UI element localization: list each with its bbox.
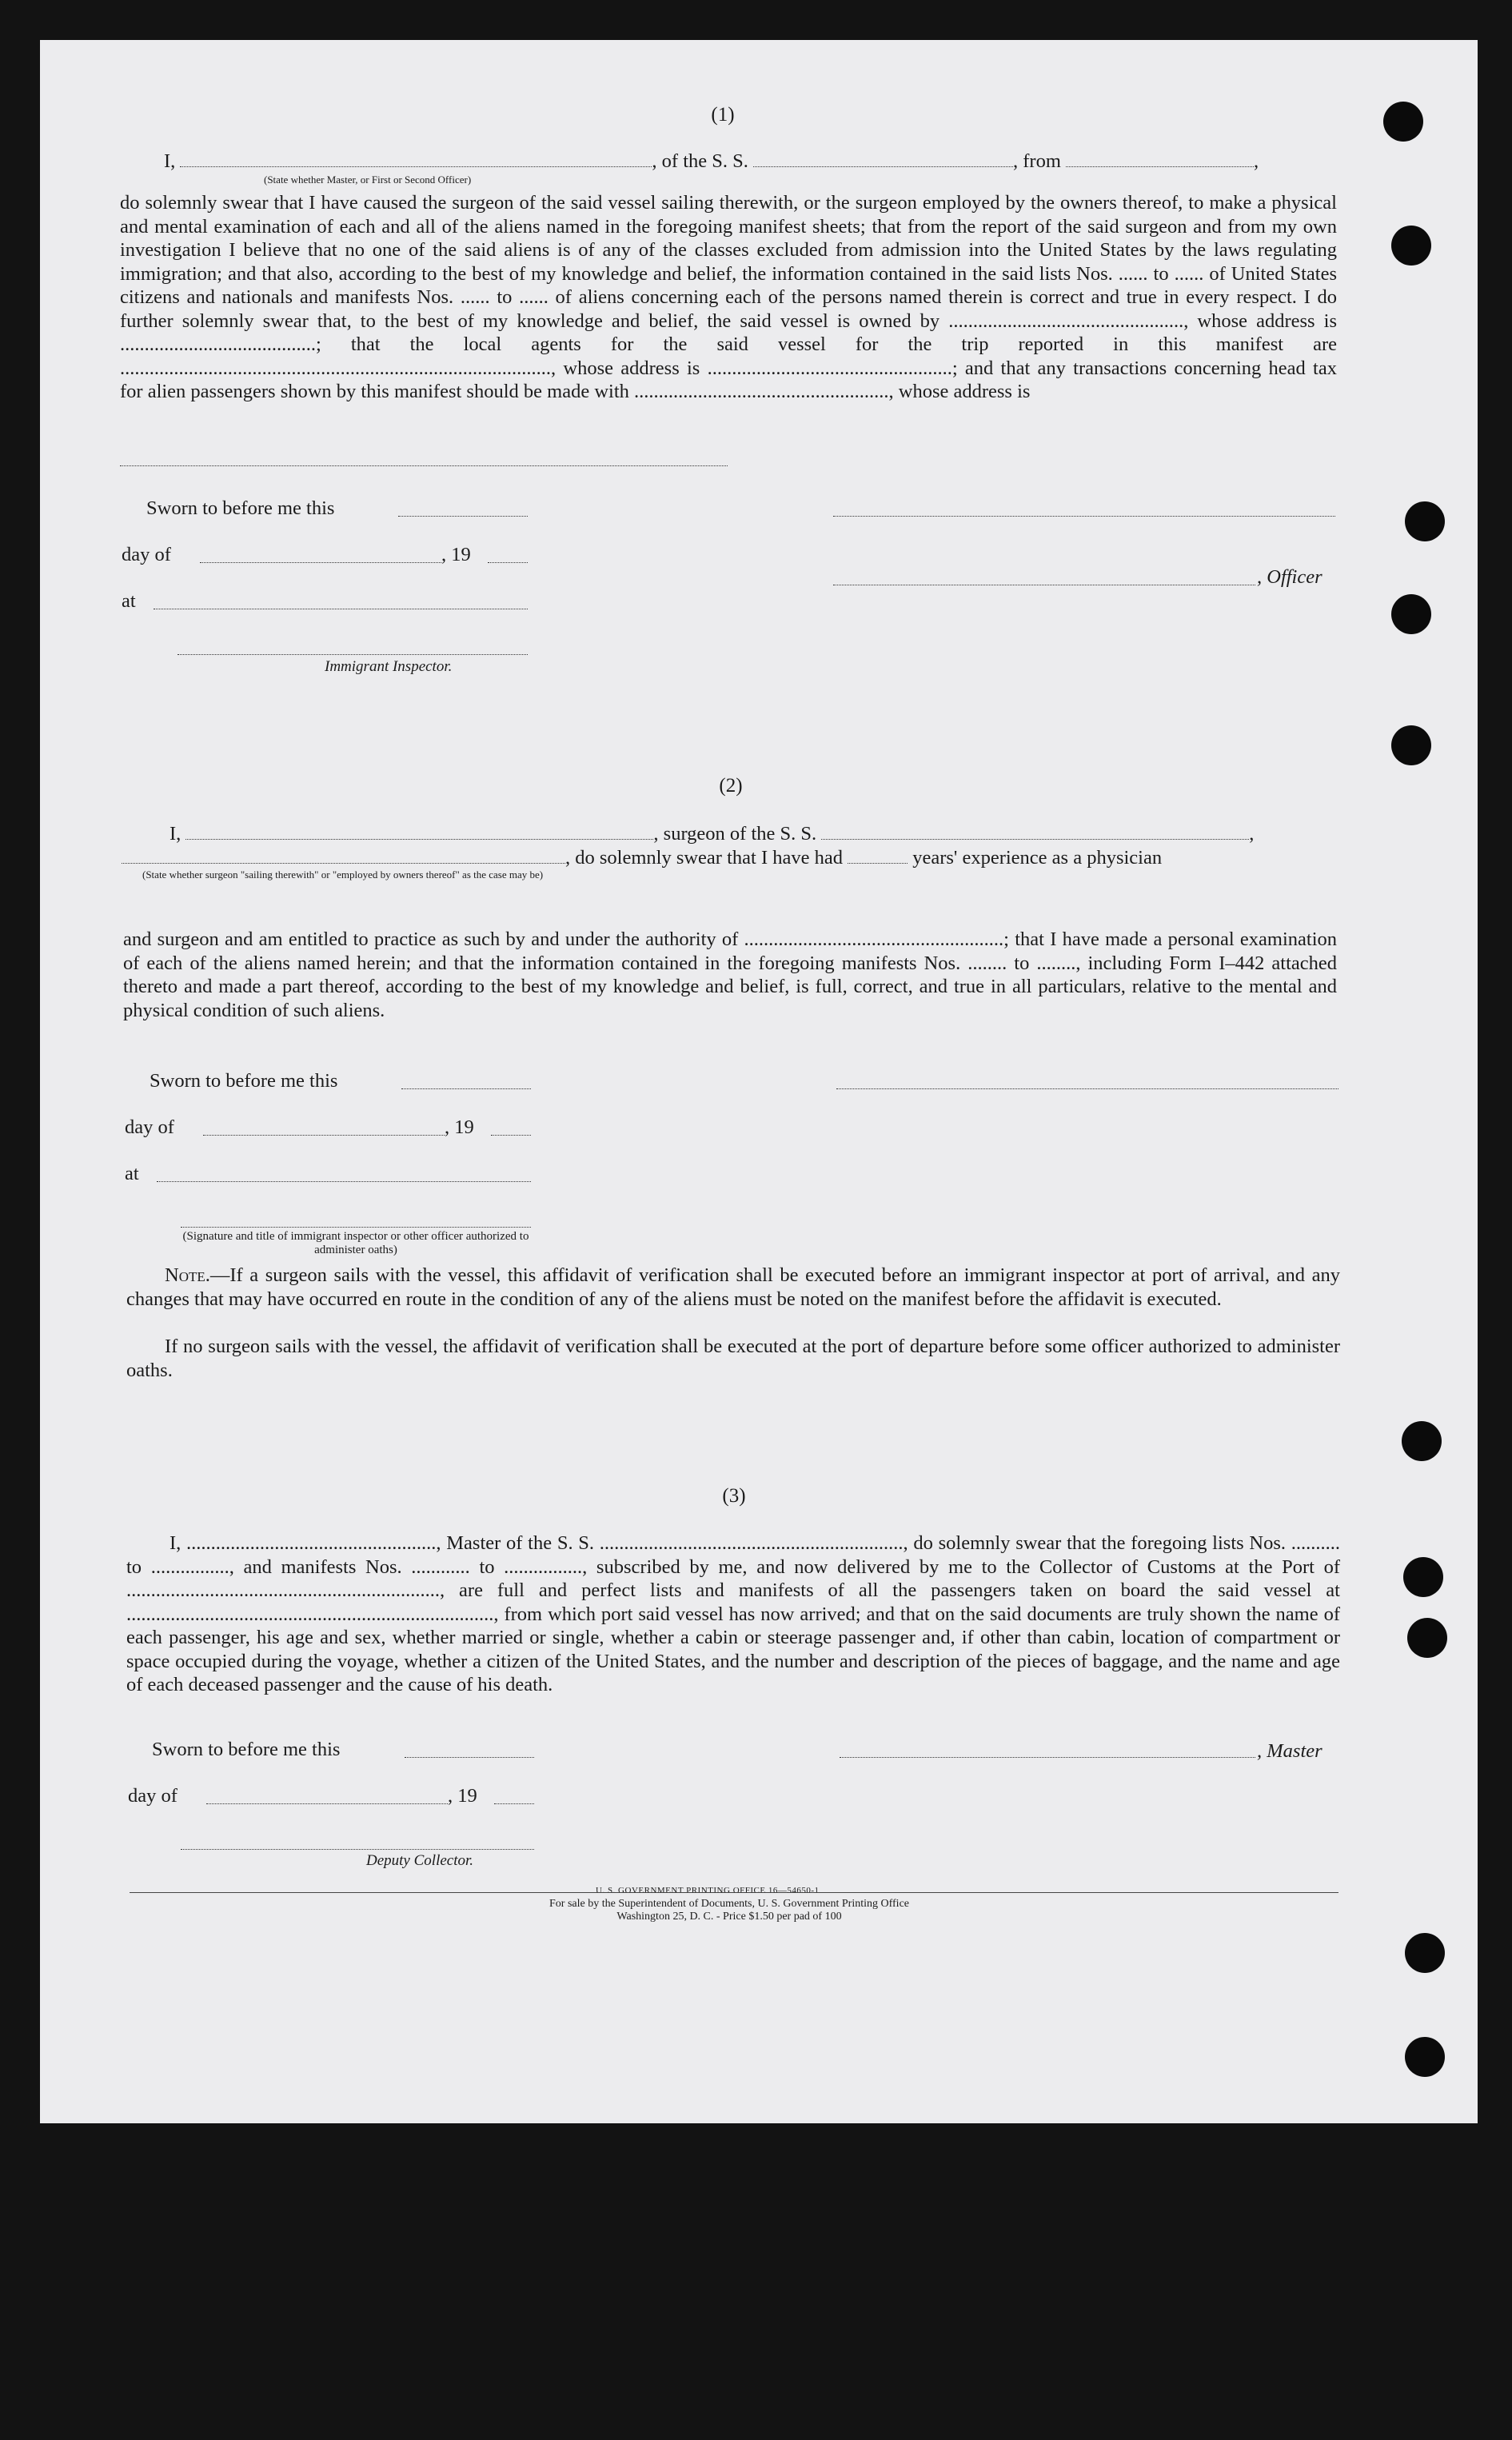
punch-hole xyxy=(1391,725,1431,765)
day-of-field-3[interactable] xyxy=(206,1803,448,1804)
surgeon-vessel-field[interactable] xyxy=(821,823,1249,840)
collector-label: Deputy Collector. xyxy=(366,1852,474,1869)
at-field-2[interactable] xyxy=(157,1181,531,1182)
vessel-name-field[interactable] xyxy=(753,150,1013,167)
officer-label: , Officer xyxy=(1257,566,1323,588)
inspector-signature-line[interactable] xyxy=(178,654,528,655)
footer-rule xyxy=(130,1892,1338,1893)
year-label: , 19 xyxy=(441,544,471,565)
surgeon-note: (State whether surgeon "sailing therewith" or "employed by owners thereof" as the case may be) xyxy=(142,869,544,881)
from-port-field[interactable] xyxy=(1066,150,1254,167)
administrator-signature-line[interactable] xyxy=(181,1227,531,1228)
sworn-label-2: Sworn to before me this xyxy=(150,1070,338,1092)
note-label: Note. xyxy=(165,1264,210,1286)
from-label: , from xyxy=(1013,150,1061,172)
master-label: , Master xyxy=(1257,1740,1323,1762)
master-note: (State whether Master, or First or Second Officer) xyxy=(264,174,472,186)
section-2-number: (2) xyxy=(719,775,743,797)
collector-signature-line[interactable] xyxy=(181,1849,534,1850)
officer-signature-line-1[interactable] xyxy=(833,516,1335,517)
sale-line-1: For sale by the Superintendent of Documents, U. S. Government Printing Office xyxy=(549,1898,909,1910)
punch-hole xyxy=(1391,594,1431,634)
year-field[interactable] xyxy=(488,562,528,563)
punch-hole xyxy=(1407,1618,1447,1658)
i-label: I, xyxy=(164,150,176,172)
master-signature-line[interactable] xyxy=(840,1757,1255,1758)
day-of-label-2: day of xyxy=(125,1116,174,1138)
sworn-label-3: Sworn to before me this xyxy=(152,1739,341,1760)
punch-hole xyxy=(1403,1557,1443,1597)
note-paragraph-2: If no surgeon sails with the vessel, the affidavit of verification shall be executed at the port of departure before some officer authorized to administer oaths. xyxy=(126,1336,1340,1381)
inspector-label: Immigrant Inspector. xyxy=(325,658,453,675)
surgeon-of-label: , surgeon of the S. S. xyxy=(653,823,817,845)
gpo-imprint: U. S. GOVERNMENT PRINTING OFFICE 16—54650-1 xyxy=(596,1886,820,1895)
of-ss-label: , of the S. S. xyxy=(652,150,748,172)
year-field-3[interactable] xyxy=(494,1803,534,1804)
years-field[interactable] xyxy=(848,847,908,864)
sworn-label: Sworn to before me this xyxy=(146,497,335,519)
punch-hole xyxy=(1405,501,1445,541)
sworn-date-field-2[interactable] xyxy=(401,1088,531,1089)
section-2-intro-line: I, , surgeon of the S. S. , xyxy=(170,823,1255,845)
year-field-2[interactable] xyxy=(491,1135,531,1136)
section-2-second-line: , do solemnly swear that I have had years' experience as a physician xyxy=(122,846,1162,870)
surgeon-signature-line[interactable] xyxy=(836,1088,1338,1089)
section-1-body: do solemnly swear that I have caused the surgeon of the said vessel sailing therewith, or the surgeon employed by the owners thereof, to make a physical and mental examination of each and all of the aliens named in the foregoing manifest sheets; that from the report of the said surgeon and from my own investigation I believe that no one of the said aliens is of any of the classes excluded from admission into the United States by the laws regulating immigration; and that also, according to the best of my knowledge and belief, the information contained in the said lists Nos. ...... to ...... of United States citizens and nationals and manifests Nos. ...... to ...... of aliens concerning each of the persons named therein is correct and true in every respect. I do further solemnly swear that, to the best of my knowledge and belief, the said vessel is owned by ................................................, whose address is ........................................; that the local agents for the said vessel for the trip reported in this manifest are ........................................................................................, whose address is ..................................................; and that any transactions concerning head tax for alien passengers shown by this manifest should be made with ...................................................., whose address is xyxy=(120,192,1337,402)
sworn-date-field[interactable] xyxy=(398,516,528,517)
sworn-date-field-3[interactable] xyxy=(405,1757,534,1758)
year-label-2: , 19 xyxy=(445,1116,474,1138)
address-line[interactable] xyxy=(120,465,728,466)
note-paragraph-1: Note.—If a surgeon sails with the vessel, this affidavit of verification shall be executed before an immigrant inspector at port of arrival, and any changes that may have occurred en route in the condition of any of the aliens must be noted on the manifest before the affidavit is executed. xyxy=(126,1264,1340,1310)
punch-hole xyxy=(1405,1933,1445,1973)
section-3-body: I, ..................................................., Master of the S. S. .............................................................., do solemnly swear that the foregoing lists Nos. .......... to ................, and manifests Nos. ............ to ................, subscribed by me, and now delivered by me to the Collector of Customs at the Port of ................................................................, are full and perfect lists and manifests of all the passengers taken on board the said vessel at ..........................................................................., from which port said vessel has now arrived; and that on the said documents are truly shown the name of each passenger, his age and sex, whether married or single, whether a cabin or steerage passenger and, if other than cabin, location of compartment or space occupied during the voyage, whether a citizen of the United States, and the number and description of the pieces of baggage, and the name and age of each deceased passenger and the cause of his death. xyxy=(126,1532,1340,1695)
day-of-field-2[interactable] xyxy=(203,1135,445,1136)
surgeon-status-field[interactable] xyxy=(122,847,565,864)
punch-hole xyxy=(1402,1421,1442,1461)
punch-hole xyxy=(1383,102,1423,142)
punch-hole xyxy=(1391,226,1431,266)
punch-hole xyxy=(1405,2037,1445,2077)
day-of-field[interactable] xyxy=(200,562,441,563)
surgeon-name-field[interactable] xyxy=(186,823,653,840)
at-label-2: at xyxy=(125,1163,139,1184)
master-name-field[interactable] xyxy=(180,150,652,167)
at-label: at xyxy=(122,590,136,612)
day-of-label: day of xyxy=(122,544,171,565)
signature-note: (Signature and title of immigrant inspector or other officer authorized to administer oaths) xyxy=(182,1230,529,1256)
section-1-intro-line: I, , of the S. S. , from , xyxy=(164,150,1259,172)
form-page xyxy=(40,40,1478,2123)
year-label-3: , 19 xyxy=(448,1785,477,1807)
section-3-number: (3) xyxy=(722,1485,746,1507)
section-2-body: and surgeon and am entitled to practice as such by and under the authority of .....................................................; that I have made a personal examination of each of the aliens named herein; and that the information contained in the foregoing manifests Nos. ........ to ........, including Form I–442 attached thereto and made a part thereof, according to the best of my knowledge and belief, is full, correct, and true in all particulars, relative to the mental and physical condition of such aliens. xyxy=(123,928,1337,1021)
section-1-number: (1) xyxy=(711,104,735,126)
day-of-label-3: day of xyxy=(128,1785,178,1807)
sale-line-2: Washington 25, D. C. - Price $1.50 per pad of 100 xyxy=(616,1911,842,1923)
